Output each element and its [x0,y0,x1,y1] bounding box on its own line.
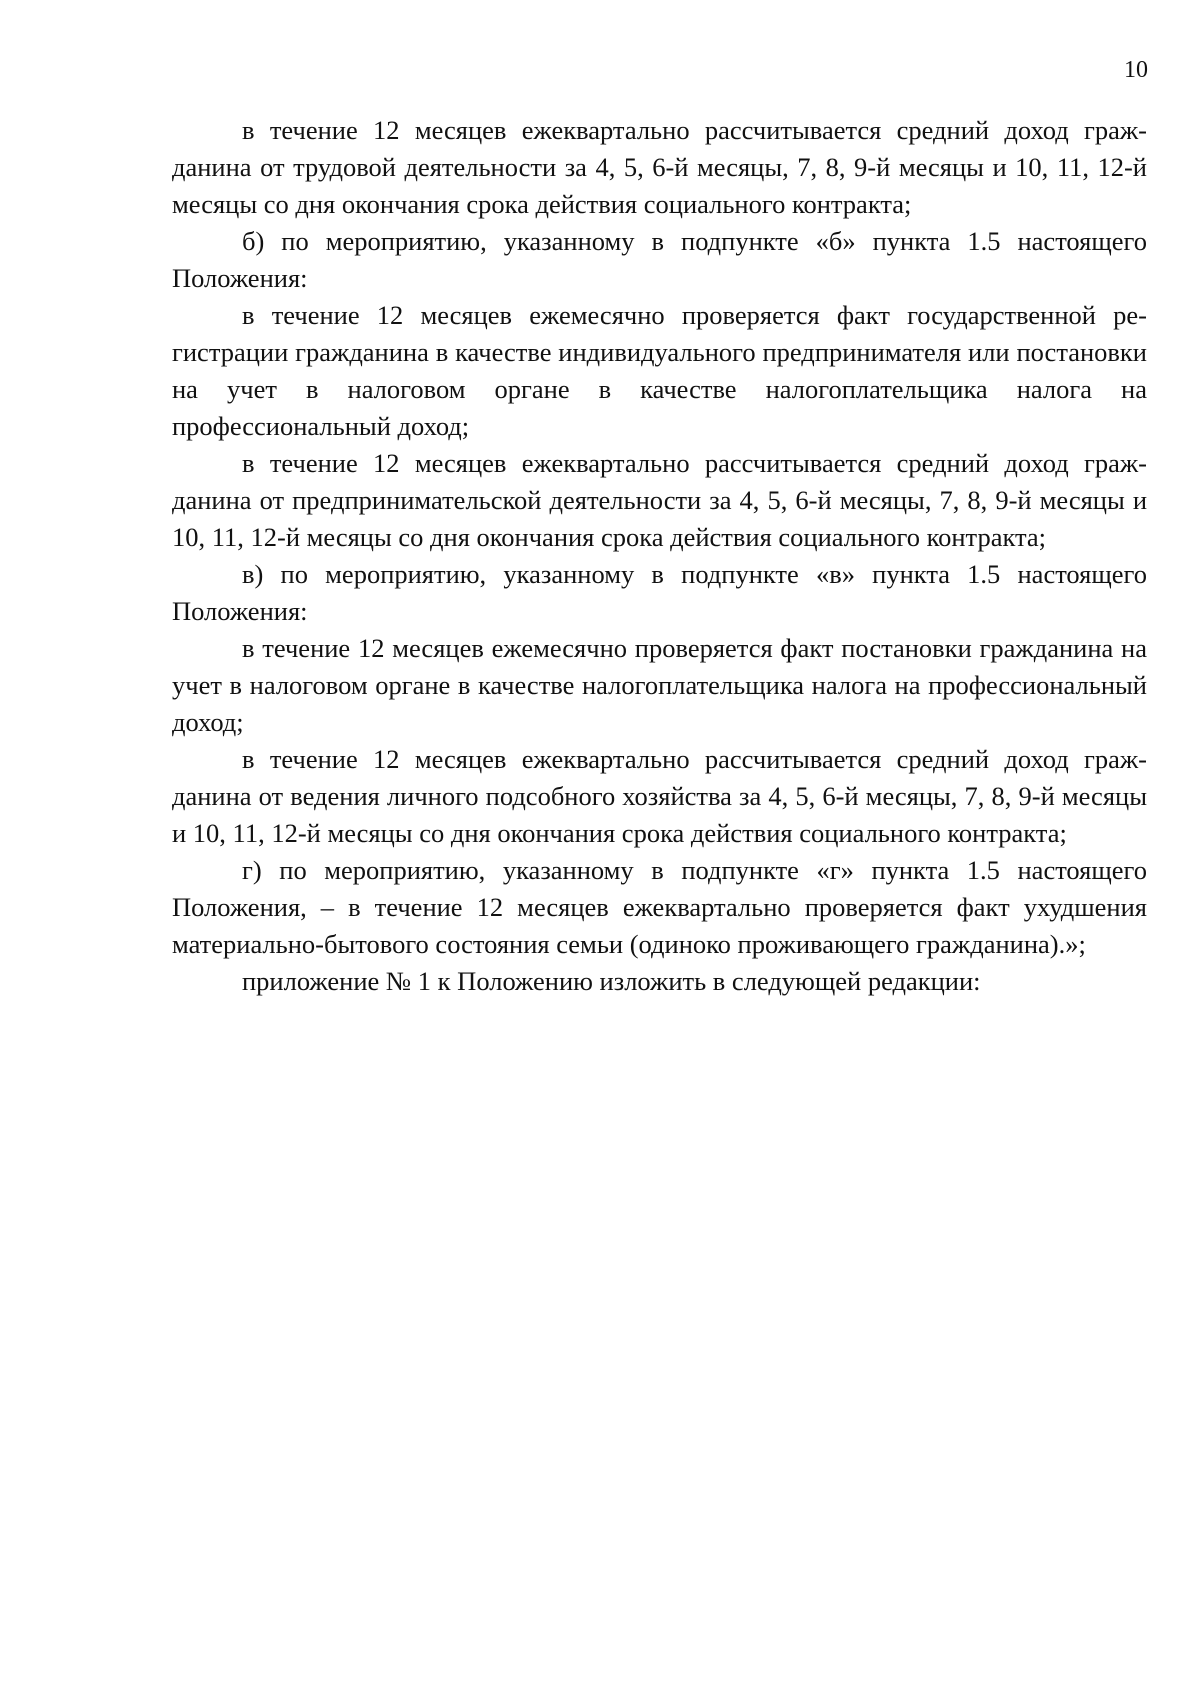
paragraph-item-v: в) по мероприятию, указанному в подпункте «в» пункта 1.5 настоящего Положения: [172,559,1147,626]
paragraph-income-household: в течение 12 месяцев ежеквартально рассчитывается средний доход гражданина от ведения личного подсобного хозяйства за 4, 5, 6-й месяцы, 7, 8, 9-й месяцы и 10, 11, 12-й месяцы со дня окончания срока действия социального контракта; [172,744,1147,848]
paragraph-appendix-instruction: приложение № 1 к Положению изложить в следующей редакции: [242,966,981,996]
paragraph-registration-check: в течение 12 месяцев ежемесячно проверяется факт государственной регистрации гражданина в качестве индивидуального предпринимателя или постановки на учет в налоговом органе в качестве налогоплательщика налога на профессиональный доход; [172,300,1147,441]
page-number: 10 [1124,57,1148,83]
paragraph-income-labor: в течение 12 месяцев ежеквартально рассчитывается средний доход гражданина от трудовой деятельности за 4, 5, 6-й месяцы, 7, 8, 9-й месяцы и 10, 11, 12-й месяцы со дня окончания срока действия социального контракта; [172,115,1147,219]
paragraph-item-g: г) по мероприятию, указанному в подпункте «г» пункта 1.5 настоящего Положения, – в течение 12 месяцев ежеквартально проверяется факт ухудшения материально-бытового состояния семьи (одиноко проживающего гражданина).»; [172,855,1147,959]
paragraph-income-business: в течение 12 месяцев ежеквартально рассчитывается средний доход гражданина от предпринимательской деятельности за 4, 5, 6-й месяцы, 7, 8, 9-й месяцы и 10, 11, 12-й месяцы со дня окончания срока действия социального контракта; [172,448,1147,552]
paragraph-tax-registration-check: в течение 12 месяцев ежемесячно проверяется факт постановки гражданина на учет в налоговом органе в качестве налогоплательщика налога на профессиональный доход; [172,633,1147,737]
paragraph-item-b: б) по мероприятию, указанному в подпункте «б» пункта 1.5 настоящего Положения: [172,226,1147,293]
document-body [172,112,1147,1000]
